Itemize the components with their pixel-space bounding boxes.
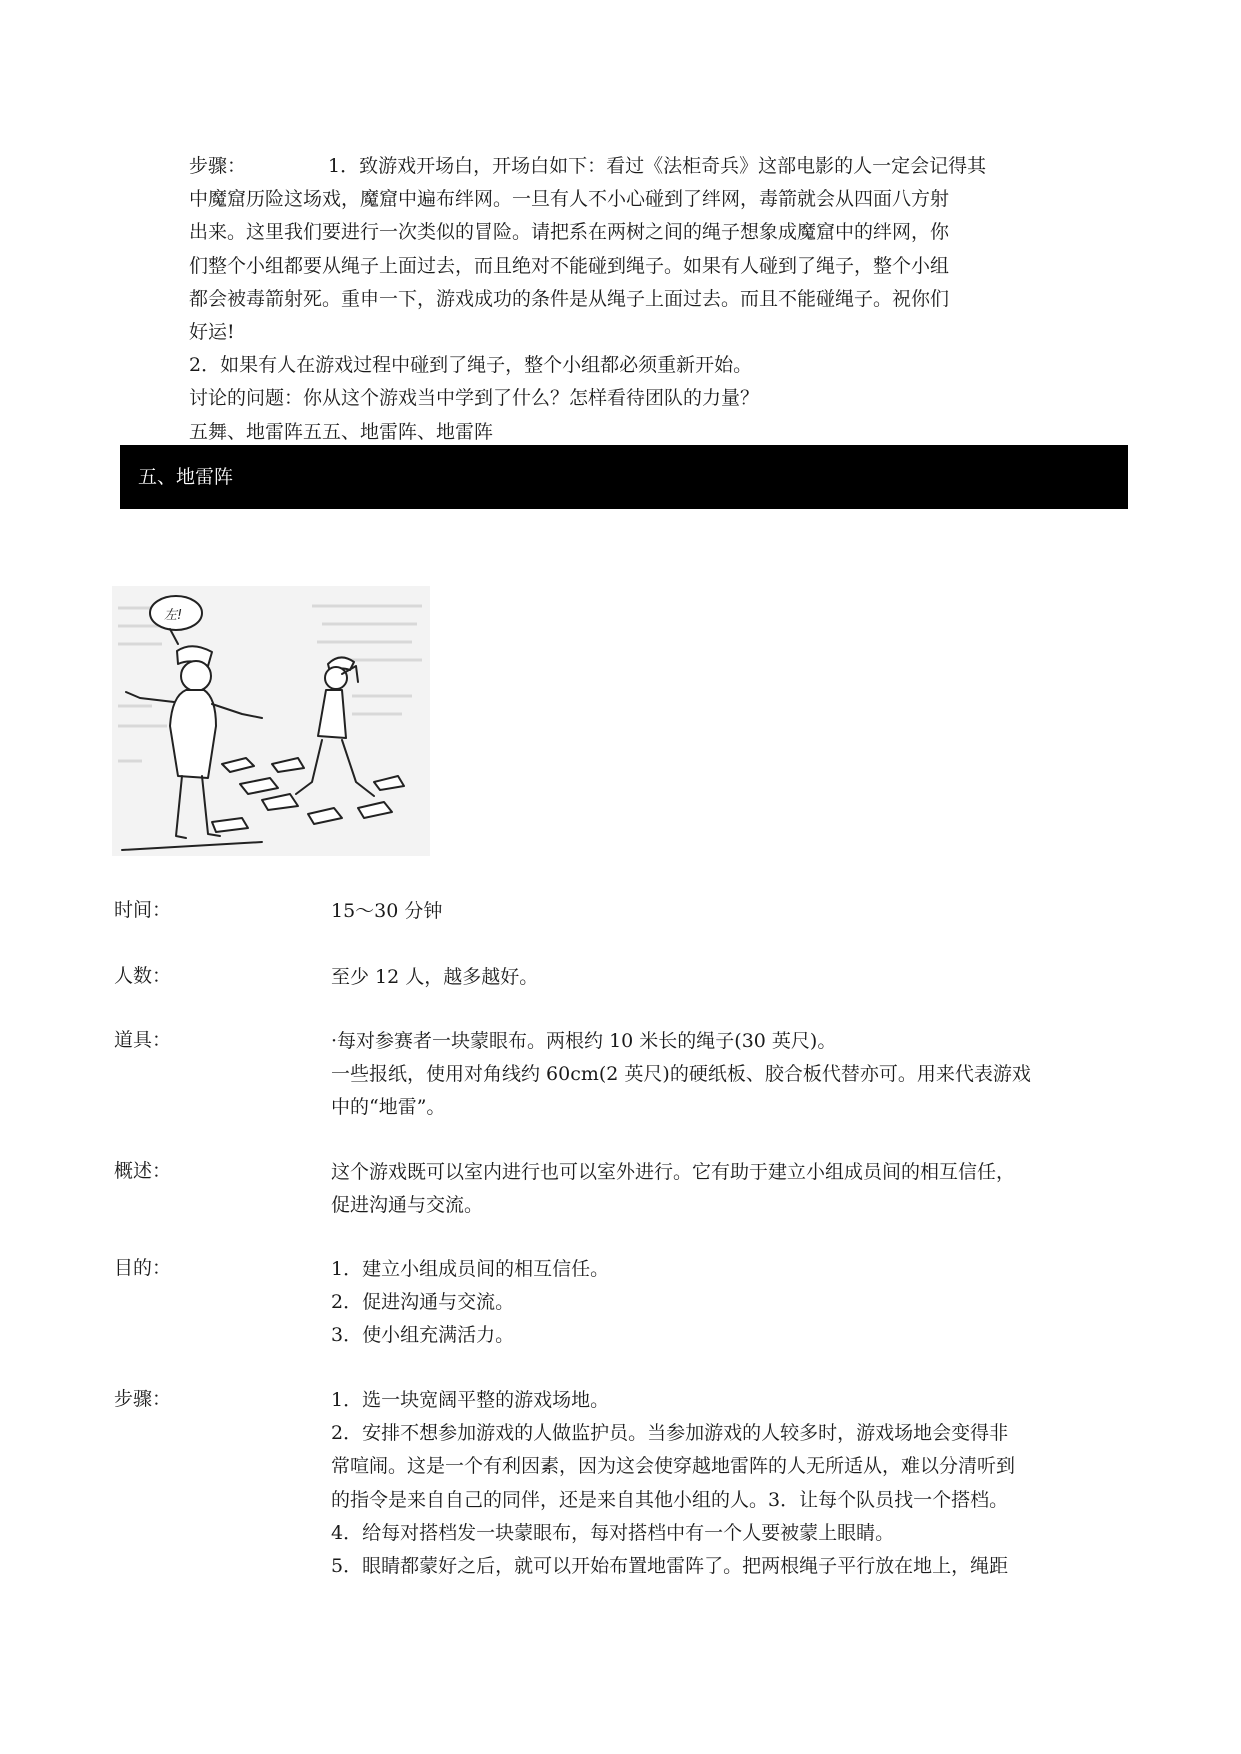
steps-line: 常喧闹。这是一个有利因素，因为这会使穿越地雷阵的人无所适从，难以分清听到 [331, 1455, 1016, 1478]
purpose-line: 3．使小组充满活力。 [331, 1324, 515, 1347]
intro-line: 讨论的问题：你从这个游戏当中学到了什么？怎样看待团队的力量？ [189, 387, 760, 410]
intro-line: 2．如果有人在游戏过程中碰到了绳子，整个小组都必须重新开始。 [189, 354, 753, 377]
people-label: 人数： [114, 965, 172, 987]
overview-label: 概述： [114, 1160, 172, 1182]
intro-line: 都会被毒箭射死。重申一下，游戏成功的条件是从绳子上面过去。而且不能碰绳子。祝你们 [189, 287, 950, 310]
time-label: 时间： [114, 899, 172, 921]
minefield-illustration [112, 586, 430, 856]
intro-section [189, 150, 1069, 449]
intro-line: 出来。这里我们要进行一次类似的冒险。请把系在两树之间的绳子想象成魔窟中的绊网，你 [189, 221, 950, 244]
step-label: 步骤： [189, 155, 247, 177]
steps-label: 步骤： [114, 1388, 172, 1410]
overview-line: 这个游戏既可以室内进行也可以室外进行。它有助于建立小组成员间的相互信任， [331, 1161, 1016, 1183]
props-label: 道具： [114, 1029, 172, 1051]
props-line: 中的“地雷”。 [331, 1096, 446, 1119]
steps-line: 1．选一块宽阔平整的游戏场地。 [331, 1389, 610, 1411]
intro-line: 好运! [189, 321, 235, 344]
intro-line: 五舞、地雷阵五五、地雷阵、地雷阵 [189, 420, 494, 443]
step1-line1: 1．致游戏开场白，开场白如下：看过《法柜奇兵》这部电影的人一定会记得其 [328, 155, 987, 177]
people-value: 至少 12 人，越多越好。 [331, 966, 539, 988]
overview-line: 促进沟通与交流。 [331, 1194, 484, 1217]
speech-bubble-text: 左! [164, 608, 183, 623]
purpose-label: 目的： [114, 1257, 172, 1279]
props-line: 一些报纸，使用对角线约 60cm(2 英尺)的硬纸板、胶合板代替亦可。用来代表游戏 [331, 1063, 1031, 1086]
section-banner [120, 445, 1128, 509]
intro-line: 们整个小组都要从绳子上面过去，而且绝对不能碰到绳子。如果有人碰到了绳子，整个小组 [189, 254, 950, 277]
steps-line: 2．安排不想参加游戏的人做监护员。当参加游戏的人较多时，游戏场地会变得非 [331, 1422, 1009, 1445]
purpose-line: 1．建立小组成员间的相互信任。 [331, 1258, 610, 1280]
section-title: 五、地雷阵 [138, 466, 234, 488]
steps-line: 5．眼睛都蒙好之后，就可以开始布置地雷阵了。把两根绳子平行放在地上，绳距 [331, 1555, 1009, 1578]
steps-line: 的指令是来自自己的同伴，还是来自其他小组的人。3．让每个队员找一个搭档。 [331, 1488, 1009, 1511]
purpose-line: 2．促进沟通与交流。 [331, 1291, 515, 1314]
props-line: ·每对参赛者一块蒙眼布。两根约 10 米长的绳子(30 英尺)。 [331, 1030, 837, 1052]
intro-line: 中魔窟历险这场戏，魔窟中遍布绊网。一旦有人不小心碰到了绊网，毒箭就会从四面八方射 [189, 188, 950, 211]
steps-line: 4．给每对搭档发一块蒙眼布，每对搭档中有一个人要被蒙上眼睛。 [331, 1521, 895, 1544]
time-value: 15～30 分钟 [331, 900, 443, 922]
intro-step-line [189, 150, 1069, 183]
